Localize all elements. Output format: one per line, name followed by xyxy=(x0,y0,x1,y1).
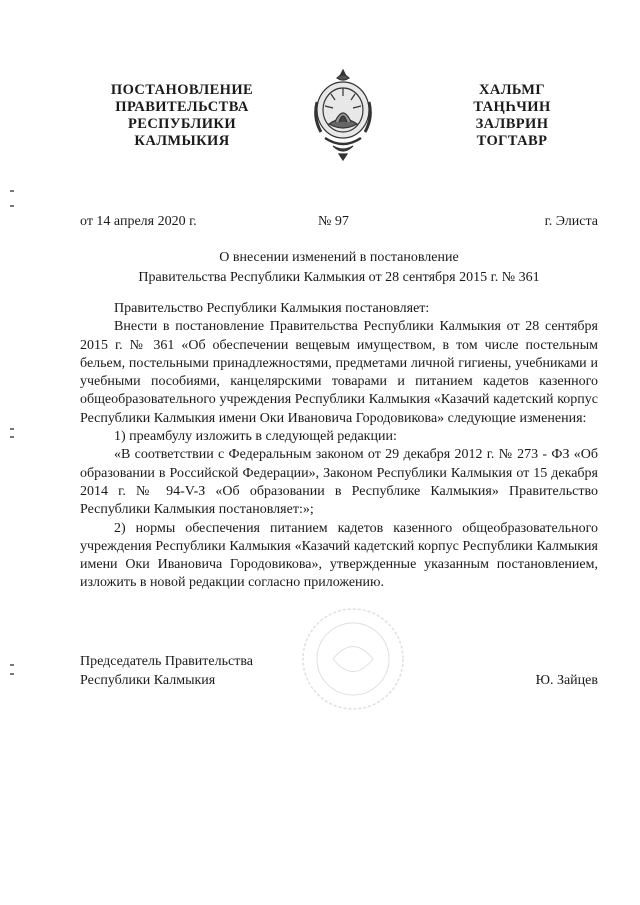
body-paragraph: Правительство Республики Калмыкия постановляет: xyxy=(114,301,430,316)
body-paragraph: «В соответствии с Федеральным законом от 29 декабря 2012 г. № 273 - ФЗ «Об образовании в Российской Федерации», Законом Республики Калмыкия от 15 декабря 2014 г. № 94-V-З «Об образовании в Республике Калмыкия» Правительство Республики Калмыкия постановляет:»; xyxy=(80,447,598,518)
document-city: г. Элиста xyxy=(544,214,598,229)
header-right-line: ТАҢҺЧИН xyxy=(473,99,551,115)
document-title xyxy=(80,248,598,288)
header-left-line: ПОСТАНОВЛЕНИЕ xyxy=(110,82,254,98)
body-paragraph: Внести в постановление Правительства Республики Калмыкия от 28 сентября 2015 г. № 361 «Об обеспечении вещевым имуществом, в том числе постельным бельем, постельными принадлежностями, предметами личной гигиены, учебниками и учебными пособиями, канцелярскими товарами и питанием кадетов казенного общеобразовательного учреждения Республики Калмыкия «Казачий кадетский корпус Республики Калмыкия имени Оки Ивановича Городовикова» следующие изменения: xyxy=(80,319,598,426)
title-line: Правительства Республики Калмыкия от 28 сентября 2015 г. № 361 xyxy=(138,270,540,285)
header-left-line: ПРАВИТЕЛЬСТВА xyxy=(115,99,249,115)
header-left-line: РЕСПУБЛИКИ xyxy=(127,116,237,132)
signer-name: Ю. Зайцев xyxy=(535,673,598,688)
signature-block xyxy=(80,652,598,690)
scan-mark xyxy=(10,673,14,675)
scan-mark xyxy=(10,190,14,192)
kalmykia-coat-of-arms-icon xyxy=(303,66,383,162)
body-paragraph: 2) нормы обеспечения питанием кадетов казенного общеобразовательного учреждения Республики Калмыкия «Казачий кадетский корпус Республики Калмыкия имени Оки Ивановича Городовикова», утвержденные указанным постановлением, изложить в новой редакции согласно приложению. xyxy=(80,520,598,591)
header-right-line: ХАЛЬМГ xyxy=(478,82,546,98)
signer-position: Республики Калмыкия xyxy=(80,673,216,688)
signer-position: Председатель Правительства xyxy=(80,654,253,669)
body-paragraph: 1) преамбулу изложить в следующей редакции: xyxy=(114,429,397,445)
header-right-line: ТОГТАВР xyxy=(476,133,548,149)
document-number: № 97 xyxy=(318,214,349,229)
document-meta-row xyxy=(80,214,598,232)
document-body xyxy=(80,300,598,593)
header-left-line: КАЛМЫКИЯ xyxy=(134,133,230,149)
scan-mark xyxy=(10,664,14,666)
scan-mark xyxy=(10,428,14,430)
header-right-xal xyxy=(447,82,577,150)
scan-mark xyxy=(10,205,14,207)
scan-mark xyxy=(10,436,14,438)
title-line: О внесении изменений в постановление xyxy=(219,250,459,265)
header-left-ru xyxy=(92,82,272,150)
header-right-line: ЗАЛВРИН xyxy=(475,116,549,132)
document-date: от 14 апреля 2020 г. xyxy=(80,214,197,229)
